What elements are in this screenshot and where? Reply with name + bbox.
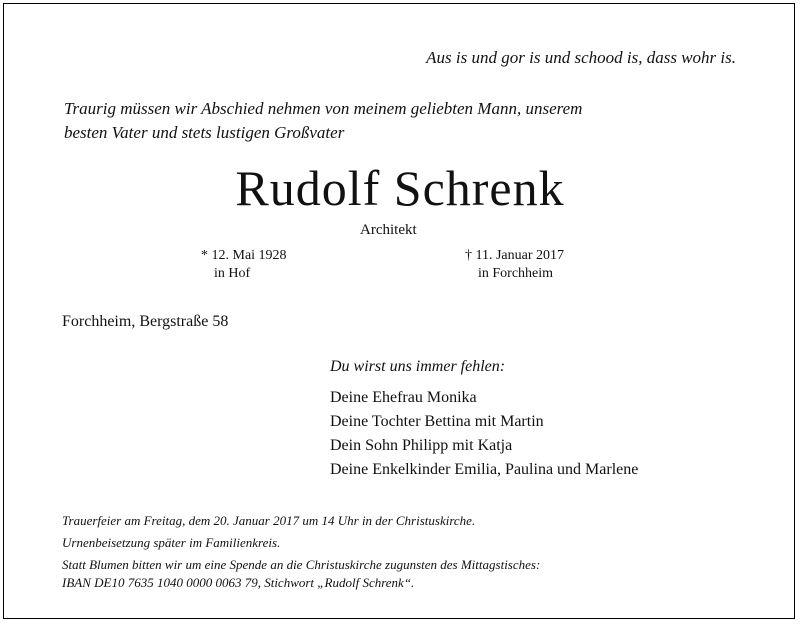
list-item: Deine Ehefrau Monika — [330, 389, 477, 406]
donation-line-2: IBAN DE10 7635 1040 0000 0063 79, Stichwort „Rudolf Schrenk“. — [62, 575, 415, 590]
donation-note — [62, 556, 540, 592]
deceased-name: Rudolf Schrenk — [235, 160, 565, 216]
footer-notes — [62, 512, 540, 592]
profession: Architekt — [360, 222, 417, 238]
intro-line-1: Traurig müssen wir Abschied nehmen von meinem geliebten Mann, unserem — [64, 99, 583, 118]
birth-info — [201, 247, 287, 283]
intro-line-2: besten Vater und stets lustigen Großvater — [64, 123, 345, 142]
missed-line: Du wirst uns immer fehlen: — [330, 358, 506, 375]
birth-place: in Hof — [214, 266, 251, 281]
death-place: in Forchheim — [478, 266, 554, 281]
birth-date: * 12. Mai 1928 — [201, 248, 287, 263]
death-date: † 11. Januar 2017 — [465, 248, 565, 263]
death-info — [465, 247, 564, 283]
intro-text — [64, 97, 582, 145]
list-item: Deine Tochter Bettina mit Martin — [330, 413, 544, 430]
motto: Aus is und gor is und schood is, dass wohr is. — [426, 48, 736, 67]
list-item: Deine Enkelkinder Emilia, Paulina und Marlene — [330, 461, 639, 478]
donation-line-1: Statt Blumen bitten wir um eine Spende an die Christuskirche zugunsten des Mittagstisches: — [62, 557, 541, 572]
list-item: Dein Sohn Philipp mit Katja — [330, 437, 513, 454]
urn-note: Urnenbeisetzung später im Familienkreis. — [62, 535, 281, 550]
obituary-notice — [3, 3, 795, 619]
funeral-note: Trauerfeier am Freitag, dem 20. Januar 2017 um 14 Uhr in der Christuskirche. — [62, 513, 476, 528]
address: Forchheim, Bergstraße 58 — [62, 313, 229, 330]
mourners-list — [330, 386, 638, 482]
